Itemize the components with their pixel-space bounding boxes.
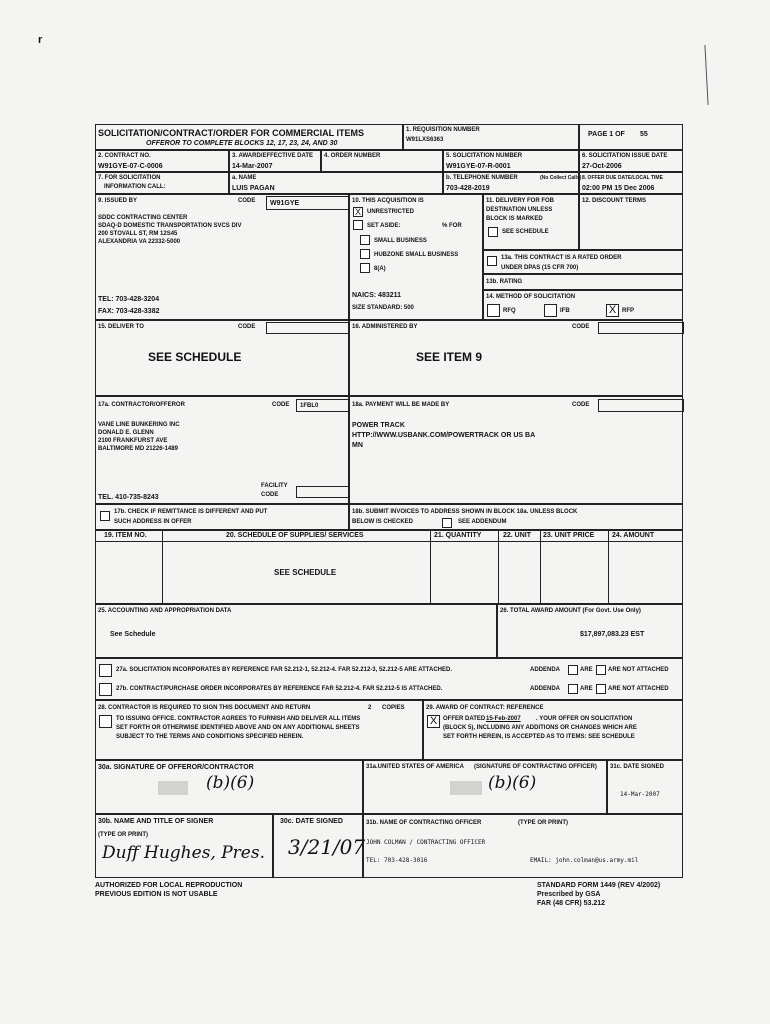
remittance-label: SUCH ADDRESS IN OFFER [114,519,192,525]
offeror-signature-block [95,760,363,814]
rating-block [483,274,683,290]
administered-label: 16. ADMINISTERED BY [352,324,418,330]
small-business-label: SMALL BUSINESS [374,238,427,244]
footer-prescribed: Prescribed by GSA [537,891,601,898]
27b-addenda-label: ADDENDA [530,686,560,692]
delivery-fob-block [483,194,579,250]
offer-due-block [579,172,683,194]
contracting-officer-block [363,814,683,878]
info-call-block [95,172,229,194]
rating-label: 13b. RATING [486,279,523,285]
method-block [483,290,683,320]
issued-fax: FAX: 703-428-3382 [98,308,160,315]
sign-requirement-block [95,700,423,760]
addendum-label: SEE ADDENDUM [458,519,507,525]
copies-number: 2 [368,705,372,711]
deliver-to-code-box [266,322,350,334]
setaside-label: SET ASIDE: [367,223,401,229]
solicitation-date-label: 6. SOLICITATION ISSUE DATE [582,153,668,159]
contract-no-label: 2. CONTRACT NO. [98,153,151,159]
27a-are-checkbox[interactable] [568,665,578,675]
award-date-value: 14-Mar-2007 [232,163,273,170]
payment-line: HTTP://WWW.USBANK.COM/POWERTRACK OR US BA [352,432,536,439]
remittance-block [95,504,349,530]
payment-code-box [598,399,684,412]
form-sf1449 [95,124,683,908]
27a-are-label: ARE [580,667,593,673]
col-divider [608,531,609,603]
page-total: 55 [640,131,648,138]
deliver-to-value: SEE SCHEDULE [148,350,242,364]
issued-by-label: 9. ISSUED BY [98,198,138,204]
award-label: 29. AWARD OF CONTRACT: REFERENCE [426,705,544,711]
officer-name-label: 31b. NAME OF CONTRACTING OFFICER [366,820,482,826]
page-label: PAGE 1 OF [588,131,625,138]
27b-are-checkbox[interactable] [568,684,578,694]
redaction-mark [450,781,482,795]
delivery-label: DESTINATION UNLESS [486,207,553,213]
27b-are-label: ARE [580,686,593,692]
col-divider [540,531,541,603]
8a-label: 8(A) [374,266,386,272]
see-schedule-label: SEE SCHEDULE [502,229,549,235]
col-divider [430,531,431,603]
total-award-block [497,604,683,658]
officer-tel: TEL: 703-428-3016 [366,857,428,864]
contract-no-value: W91GYE-07-C-0006 [98,163,163,170]
award-checkbox[interactable]: X [427,715,440,728]
award-line: (BLOCK 5), INCLUDING ANY ADDITIONS OR CHANGES WHICH ARE [443,725,637,731]
name-label: a. NAME [232,175,257,181]
delivery-label: BLOCK IS MARKED [486,216,543,222]
solicitation-date-block [579,150,683,172]
contractor-block [95,396,349,504]
see-schedule-checkbox[interactable] [488,227,498,237]
offeror-signature-redacted: (b)(6) [206,773,255,793]
facility-code-label: CODE [261,492,279,498]
ifb-checkbox[interactable] [544,304,557,317]
contractor-line: DONALD E. GLENN [98,430,154,436]
usa-date-value: 14-Mar-2007 [620,791,660,798]
contractor-line: VANE LINE BUNKERING INC [98,422,180,428]
accounting-label: 25. ACCOUNTING AND APPROPRIATION DATA [98,608,232,614]
usa-label: 31a.UNITED STATES OF AMERICA [366,764,464,770]
offeror-signature-label: 30a. SIGNATURE OF OFFEROR/CONTRACTOR [98,764,254,771]
payment-code-label: CODE [572,402,590,408]
form-subtitle: OFFEROR TO COMPLETE BLOCKS 12, 17, 23, 24, AND 30 [146,140,338,147]
schedule-body: SEE SCHEDULE [274,568,337,577]
size-standard: SIZE STANDARD: 500 [352,305,414,311]
total-award-label: 26. TOTAL AWARD AMOUNT (For Govt. Use Only) [500,608,641,614]
incorporate-block [95,658,683,700]
27a-label: 27a. SOLICITATION INCORPORATES BY REFERENCE FAR 52.212-1, 52.212-4. FAR 52.212-3, 52.212-5 ARE ATTACHED. [116,667,452,673]
payment-block [349,396,683,504]
facility-code-box [296,486,350,498]
rfp-label: RFP [622,308,634,314]
issued-line: SDAQ-D DOMESTIC TRANSPORTATION SVCS DIV [98,223,242,229]
submit-invoices-block [349,504,683,530]
solicitation-number-block [443,150,579,172]
usa-signature-label: (SIGNATURE OF CONTRACTING OFFICER) [474,764,597,770]
issued-tel: TEL: 703-428-3204 [98,296,160,303]
rfq-label: RFQ [503,308,516,314]
naics-value: NAICS: 483211 [352,292,402,299]
pct-for-label: % FOR [442,223,462,229]
col-header-unit-price: 23. UNIT PRICE [543,532,595,539]
offer-due-value: 02:00 PM 15 Dec 2006 [582,185,655,192]
footer-previous-edition: PREVIOUS EDITION IS NOT USABLE [95,891,218,898]
info-call-label-1: 7. FOR SOLICITATION [98,175,161,181]
telephone-note: (No Collect Calls) [540,175,582,181]
signer-name-value: Duff Hughes, Pres. [102,843,265,863]
award-line: . YOUR OFFER ON SOLICITATION [536,716,633,722]
solicitation-date-value: 27-Oct-2006 [582,163,622,170]
sign-req-line: SUBJECT TO THE TERMS AND CONDITIONS SPECIFIED HEREIN. [116,734,304,740]
hubzone-checkbox[interactable] [360,249,370,259]
form-title: SOLICITATION/CONTRACT/ORDER FOR COMMERCIAL ITEMS [98,128,364,138]
telephone-block [443,172,582,194]
usa-signature-block [363,760,607,814]
award-offer-dated: OFFER DATED [443,716,486,722]
requisition-block [403,124,579,150]
discount-label: 12. DISCOUNT TERMS [582,198,647,204]
solicitation-number-label: 5. SOLICITATION NUMBER [446,153,523,159]
27a-are-not-checkbox[interactable] [596,665,606,675]
rated-order-label: 13a. THIS CONTRACT IS A RATED ORDER [501,255,622,261]
rated-order-checkbox[interactable] [487,256,497,266]
contractor-tel: TEL. 410-735-8243 [98,494,159,501]
setaside-checkbox[interactable] [353,220,363,230]
rated-order-block [483,250,683,274]
deliver-to-block [95,320,349,396]
info-call-label-2: INFORMATION CALL: [104,184,166,190]
contract-no-block [95,150,229,172]
issued-line: SDDC CONTRACTING CENTER [98,215,188,221]
award-date-label: 3. AWARD/EFFECTIVE DATE [232,153,314,159]
edge-mark [704,45,708,105]
administered-value: SEE ITEM 9 [416,350,483,364]
contractor-line: 2100 FRANKFURST AVE [98,438,168,444]
usa-date-label: 31c. DATE SIGNED [610,764,664,770]
signer-date-value: 3/21/07 [288,835,366,859]
officer-name-hint: (TYPE OR PRINT) [518,820,569,826]
award-line: SET FORTH HEREIN, IS ACCEPTED AS TO ITEMS: SEE SCHEDULE [443,734,635,740]
award-date-block [229,150,321,172]
sign-req-line: SET FORTH OR OTHERWISE IDENTIFIED ABOVE AND ON ANY ADDITIONAL SHEETS [116,725,360,731]
unrestricted-label: UNRESTRICTED [367,209,415,215]
award-block [423,700,683,760]
issued-line: ALEXANDRIA VA 22332-5000 [98,239,181,245]
col-header-item: 19. ITEM NO. [104,532,147,539]
issued-by-block [95,194,349,320]
col-header-schedule: 20. SCHEDULE OF SUPPLIES/ SERVICES [226,532,364,539]
signer-name-hint: (TYPE OR PRINT) [98,832,149,838]
title-block [95,124,403,150]
name-block [229,172,443,194]
schedule-header-rule [96,541,682,542]
addendum-checkbox[interactable] [442,518,452,528]
offer-due-label: 8. OFFER DUE DATE/LOCAL TIME [582,175,663,181]
accounting-value: See Schedule [110,631,156,638]
usa-date-block [607,760,683,814]
sign-req-checkbox[interactable] [99,715,112,728]
copies-label: COPIES [382,705,405,711]
27b-checkbox[interactable] [99,683,112,696]
col-header-quantity: 21. QUANTITY [434,532,482,539]
remittance-checkbox[interactable] [100,511,110,521]
signer-date-label: 30c. DATE SIGNED [280,818,343,825]
page-block [579,124,683,150]
administered-code-box [598,322,684,334]
administered-block [349,320,683,396]
issued-code-value: W91GYE [270,200,300,207]
total-award-value: $17,897,083.23 EST [580,631,645,638]
acquisition-block [349,194,483,320]
officer-email: EMAIL: john.colman@us.army.mil [530,857,639,864]
order-number-block [321,150,443,172]
contractor-code-label: CODE [272,402,290,408]
deliver-to-label: 15. DELIVER TO [98,324,144,330]
discount-block [579,194,683,250]
col-header-unit: 22. UNIT [503,532,532,539]
delivery-label: 11. DELIVERY FOR FOB [486,198,555,204]
corner-mark: r [38,34,43,46]
footer-form-number: STANDARD FORM 1449 (REV 4/2002) [537,882,661,889]
issued-code-box [266,196,350,210]
signer-name-block [95,814,273,878]
unrestricted-checkbox[interactable]: X [354,207,361,217]
rfp-checkbox[interactable]: X [606,304,619,317]
sign-req-line: 28. CONTRACTOR IS REQUIRED TO SIGN THIS DOCUMENT AND RETURN [98,705,311,711]
27a-addenda-label: ADDENDA [530,667,560,673]
contractor-line: BALTIMORE MD 21226-1489 [98,446,178,452]
payment-label: 18a. PAYMENT WILL BE MADE BY [352,402,450,408]
issued-line: 200 STOVALL ST, RM 12S45 [98,231,178,237]
rfq-checkbox[interactable] [487,304,500,317]
administered-code-label: CODE [572,324,590,330]
contractor-code-box [296,399,350,412]
small-business-checkbox[interactable] [360,235,370,245]
usa-signature-redacted: (b)(6) [488,773,537,793]
issued-code-label: CODE [238,198,256,204]
signer-date-block [273,814,366,878]
27b-label: 27b. CONTRACT/PURCHASE ORDER INCORPORATES BY REFERENCE FAR 52.212-4. FAR 52.212-5 IS ATTACHED. [116,686,443,692]
telephone-value: 703-428-2019 [446,185,490,192]
sign-req-line: TO ISSUING OFFICE. CONTRACTOR AGREES TO FURNISH AND DELIVER ALL ITEMS [116,716,361,722]
27b-are-not-checkbox[interactable] [596,684,606,694]
name-value: LUIS PAGAN [232,185,275,192]
schedule-table [95,530,683,604]
submit-invoices-label: 18b. SUBMIT INVOICES TO ADDRESS SHOWN IN BLOCK 18a. UNLESS BLOCK [352,509,578,515]
method-label: 14. METHOD OF SOLICITATION [486,294,576,300]
col-divider [498,531,499,603]
signer-name-label: 30b. NAME AND TITLE OF SIGNER [98,818,214,825]
payment-line: POWER TRACK [352,422,405,429]
order-number-label: 4. ORDER NUMBER [324,153,381,159]
remittance-label: 17b. CHECK IF REMITTANCE IS DIFFERENT AND PUT [114,509,268,515]
solicitation-number-value: W91GYE-07-R-0001 [446,163,511,170]
contractor-code-value: 1FBL0 [300,403,319,409]
8a-checkbox[interactable] [360,263,370,273]
col-header-amount: 24. AMOUNT [612,532,655,539]
footer-reproduction: AUTHORIZED FOR LOCAL REPRODUCTION [95,882,243,889]
submit-invoices-label: BELOW IS CHECKED [352,519,414,525]
col-divider [162,531,163,603]
award-offer-date: 15-Feb-2007 [486,716,521,722]
ifb-label: IFB [560,308,570,314]
accounting-block [95,604,497,658]
dpas-label: UNDER DPAS (15 CFR 700) [501,265,579,271]
27a-checkbox[interactable] [99,664,112,677]
requisition-label: 1. REQUISITION NUMBER [406,127,480,133]
27a-are-not-label: ARE NOT ATTACHED [608,667,669,673]
contractor-label: 17a. CONTRACTOR/OFFEROR [98,402,185,408]
requisition-value: W91LXS6363 [406,137,444,143]
deliver-to-code-label: CODE [238,324,256,330]
hubzone-label: HUBZONE SMALL BUSINESS [374,252,459,258]
redaction-mark [158,781,188,795]
telephone-label: b. TELEPHONE NUMBER [446,175,518,181]
footer-far: FAR (48 CFR) 53.212 [537,900,606,907]
acquisition-label: 10. THIS ACQUISITION IS [352,198,424,204]
facility-label: FACILITY [261,483,288,489]
officer-name-value: JOHN COLMAN / CONTRACTING OFFICER [366,839,486,846]
27b-are-not-label: ARE NOT ATTACHED [608,686,669,692]
payment-line: MN [352,442,363,449]
